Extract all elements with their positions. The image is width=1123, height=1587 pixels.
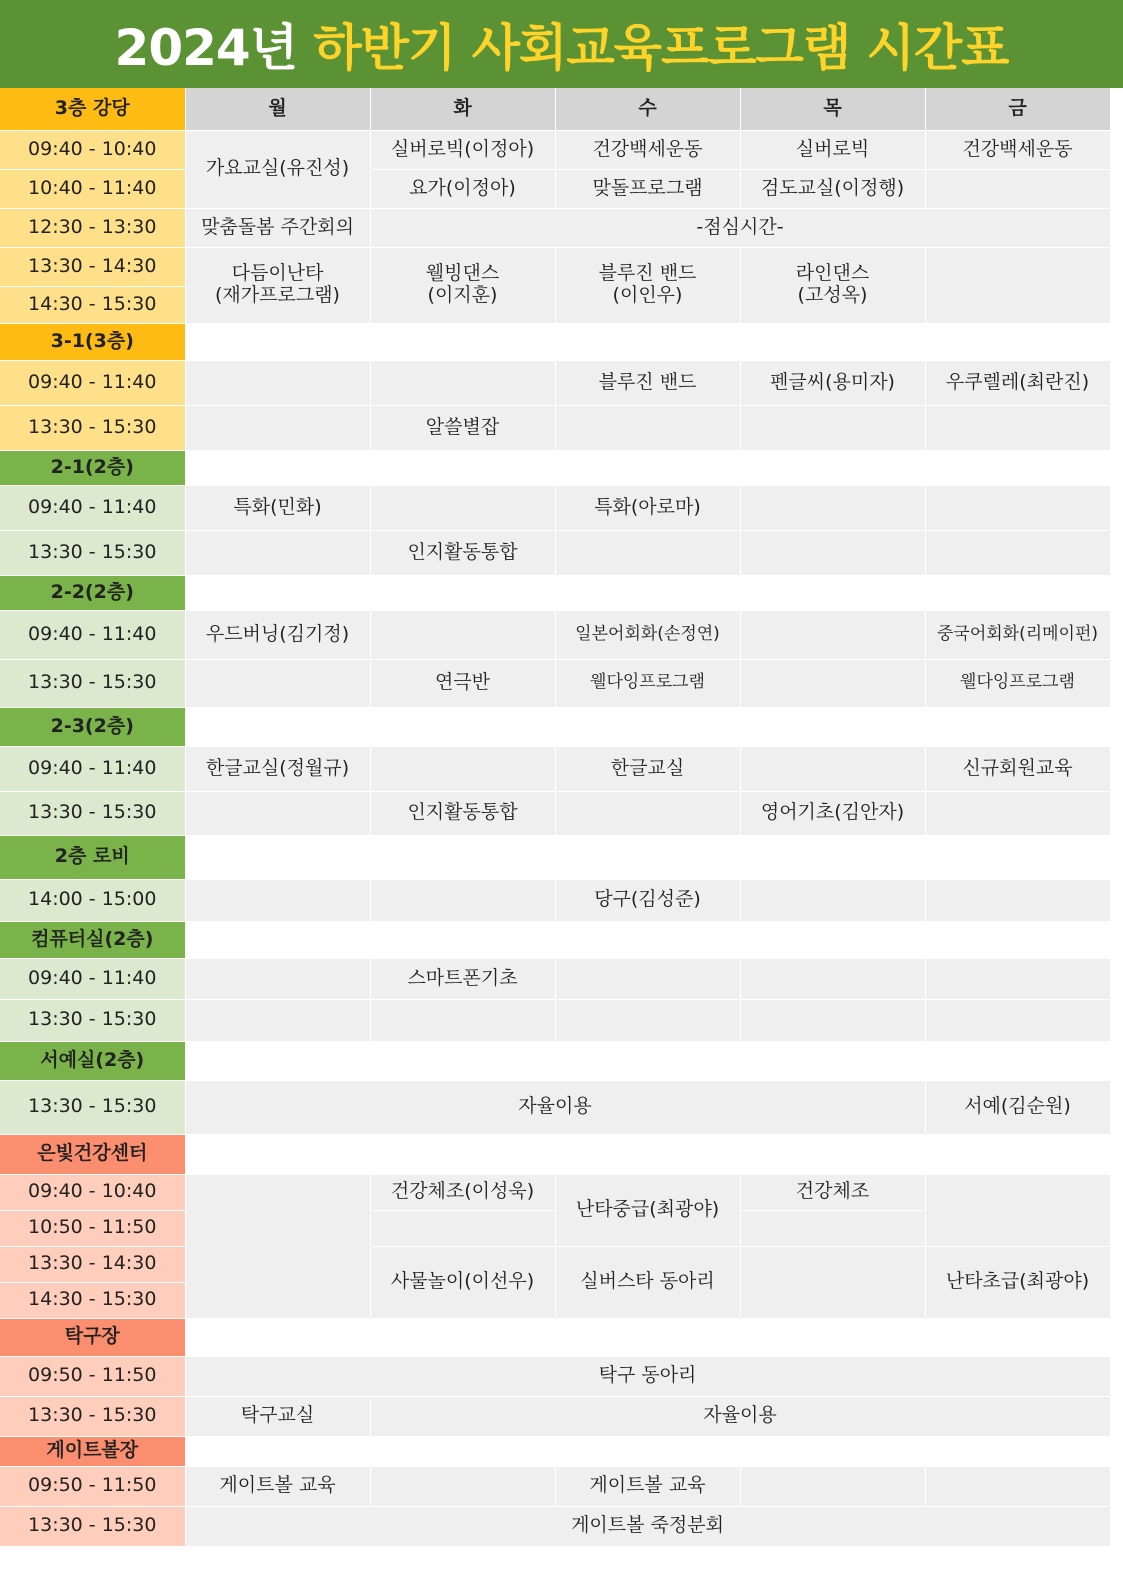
program-cell: 난타중급(최광야) <box>555 1174 740 1246</box>
program-cell: 탁구교실 <box>185 1396 370 1436</box>
section-label: 탁구장 <box>0 1318 185 1356</box>
program-cell: 건강백세운동 <box>925 130 1110 169</box>
section-spacer <box>185 323 1110 360</box>
program-cell: 건강백세운동 <box>555 130 740 169</box>
table-row <box>0 1396 1110 1436</box>
time-cell: 14:30 - 15:30 <box>0 286 185 323</box>
section-row <box>0 835 1110 879</box>
program-cell: 웰다잉프로그램 <box>925 659 1110 707</box>
empty-cell <box>925 530 1110 575</box>
section-row <box>0 707 1110 746</box>
program-cell: 연극반 <box>370 659 555 707</box>
page-title <box>115 8 1009 80</box>
section-spacer <box>185 707 1110 746</box>
time-cell: 09:50 - 11:50 <box>0 1356 185 1396</box>
table-row <box>0 130 1110 169</box>
section-row <box>0 575 1110 610</box>
section-row <box>0 1041 1110 1080</box>
program-cell: 실버로빅(이정아) <box>370 130 555 169</box>
empty-cell <box>740 610 925 659</box>
table-row <box>0 247 1110 286</box>
program-cell: 영어기초(김안자) <box>740 791 925 835</box>
empty-cell <box>740 405 925 450</box>
section-label: 2-3(2층) <box>0 707 185 746</box>
lunch-cell: -점심시간- <box>370 208 1110 247</box>
empty-cell <box>925 1466 1110 1506</box>
program-cell: 맞돌프로그램 <box>555 169 740 208</box>
program-cell: 인지활동통합 <box>370 530 555 575</box>
program-cell: 신규회원교육 <box>925 746 1110 791</box>
program-cell: 난타초급(최광야) <box>925 1246 1110 1318</box>
header-row <box>0 88 1110 130</box>
section-label: 컴퓨터실(2층) <box>0 921 185 958</box>
empty-cell <box>185 791 370 835</box>
empty-cell <box>185 999 370 1041</box>
time-cell: 09:40 - 11:40 <box>0 746 185 791</box>
section-label: 2층 로비 <box>0 835 185 879</box>
table-row <box>0 1246 1110 1282</box>
empty-cell <box>925 999 1110 1041</box>
empty-cell <box>740 746 925 791</box>
table-row <box>0 1466 1110 1506</box>
program-cell: 검도교실(이정행) <box>740 169 925 208</box>
program-cell: 사물놀이(이선우) <box>370 1246 555 1318</box>
empty-cell <box>185 659 370 707</box>
table-row <box>0 746 1110 791</box>
time-cell: 10:40 - 11:40 <box>0 169 185 208</box>
section-spacer <box>185 450 1110 485</box>
program-cell: 특화(민화) <box>185 485 370 530</box>
day-header: 수 <box>555 88 740 130</box>
empty-cell <box>740 999 925 1041</box>
program-cell: 한글교실(정월규) <box>185 746 370 791</box>
program-cell: 서예(김순원) <box>925 1080 1110 1134</box>
title-main: 하반기 사회교육프로그램 시간표 <box>313 19 1009 77</box>
program-cell: 블루진 밴드 <box>555 360 740 405</box>
empty-cell <box>370 999 555 1041</box>
empty-cell <box>185 405 370 450</box>
time-cell: 14:30 - 15:30 <box>0 1282 185 1318</box>
title-banner <box>0 0 1123 88</box>
table-row <box>0 879 1110 921</box>
program-cell: 건강체조(이성욱) <box>370 1174 555 1210</box>
empty-cell <box>925 1174 1110 1246</box>
section-row <box>0 1134 1110 1174</box>
section-spacer <box>185 835 1110 879</box>
program-cell: 일본어회화(손정연) <box>555 610 740 659</box>
section-spacer <box>185 1318 1110 1356</box>
empty-cell <box>740 485 925 530</box>
section-label: 은빛건강센터 <box>0 1134 185 1174</box>
schedule-table <box>0 88 1111 1547</box>
table-row <box>0 999 1110 1041</box>
empty-cell <box>370 746 555 791</box>
program-cell: 게이트볼 교육 <box>555 1466 740 1506</box>
program-cell: 특화(아로마) <box>555 485 740 530</box>
empty-cell <box>370 610 555 659</box>
empty-cell <box>185 530 370 575</box>
table-row <box>0 360 1110 405</box>
section-spacer <box>185 1436 1110 1466</box>
program-cell: 자율이용 <box>185 1080 925 1134</box>
section-row <box>0 921 1110 958</box>
program-cell: 우쿠렐레(최란진) <box>925 360 1110 405</box>
empty-cell <box>370 1466 555 1506</box>
table-row <box>0 208 1110 247</box>
empty-cell <box>925 791 1110 835</box>
section-label: 게이트볼장 <box>0 1436 185 1466</box>
time-cell: 10:50 - 11:50 <box>0 1210 185 1246</box>
table-row <box>0 1174 1110 1210</box>
time-cell: 13:30 - 15:30 <box>0 530 185 575</box>
empty-cell <box>925 485 1110 530</box>
program-cell: 게이트볼 죽정분회 <box>185 1506 1110 1546</box>
program-cell: 게이트볼 교육 <box>185 1466 370 1506</box>
program-cell: 탁구 동아리 <box>185 1356 1110 1396</box>
section-spacer <box>185 575 1110 610</box>
program-cell: 우드버닝(김기정) <box>185 610 370 659</box>
program-cell: 웰빙댄스 (이지훈) <box>370 247 555 323</box>
empty-cell <box>740 958 925 999</box>
empty-cell <box>185 1174 370 1318</box>
section-spacer <box>185 1134 1110 1174</box>
program-cell: 라인댄스 (고성옥) <box>740 247 925 323</box>
program-cell: 알쓸별잡 <box>370 405 555 450</box>
time-cell: 12:30 - 13:30 <box>0 208 185 247</box>
section-spacer <box>185 921 1110 958</box>
empty-cell <box>740 1210 925 1246</box>
program-cell: 실버로빅 <box>740 130 925 169</box>
section-row <box>0 323 1110 360</box>
time-cell: 13:30 - 15:30 <box>0 1506 185 1546</box>
section-row <box>0 1436 1110 1466</box>
time-cell: 13:30 - 15:30 <box>0 999 185 1041</box>
empty-cell <box>555 791 740 835</box>
table-row <box>0 610 1110 659</box>
table-row <box>0 1080 1110 1134</box>
program-cell: 자율이용 <box>370 1396 1110 1436</box>
time-cell: 14:00 - 15:00 <box>0 879 185 921</box>
section-row <box>0 1318 1110 1356</box>
time-cell: 09:40 - 11:40 <box>0 485 185 530</box>
empty-cell <box>740 659 925 707</box>
section-label: 서예실(2층) <box>0 1041 185 1080</box>
time-cell: 13:30 - 15:30 <box>0 1080 185 1134</box>
time-cell: 13:30 - 15:30 <box>0 791 185 835</box>
table-row <box>0 530 1110 575</box>
empty-cell <box>740 1246 925 1318</box>
program-cell: 블루진 밴드 (이인우) <box>555 247 740 323</box>
section-label: 3층 강당 <box>0 88 185 130</box>
empty-cell <box>740 530 925 575</box>
program-cell: 건강체조 <box>740 1174 925 1210</box>
empty-cell <box>555 958 740 999</box>
empty-cell <box>925 405 1110 450</box>
empty-cell <box>925 958 1110 999</box>
table-row <box>0 1506 1110 1546</box>
empty-cell <box>555 999 740 1041</box>
program-cell: 가요교실(유진성) <box>185 130 370 208</box>
empty-cell <box>185 958 370 999</box>
program-cell: 스마트폰기초 <box>370 958 555 999</box>
program-cell: 중국어회화(리메이펀) <box>925 610 1110 659</box>
day-header: 화 <box>370 88 555 130</box>
empty-cell <box>370 360 555 405</box>
day-header: 목 <box>740 88 925 130</box>
program-cell: 펜글씨(용미자) <box>740 360 925 405</box>
program-cell: 한글교실 <box>555 746 740 791</box>
program-cell: 당구(김성준) <box>555 879 740 921</box>
section-spacer <box>185 1041 1110 1080</box>
program-cell: 요가(이정아) <box>370 169 555 208</box>
empty-cell <box>555 405 740 450</box>
time-cell: 13:30 - 15:30 <box>0 405 185 450</box>
day-header: 금 <box>925 88 1110 130</box>
title-year: 2024년 <box>114 19 298 77</box>
empty-cell <box>925 879 1110 921</box>
table-row <box>0 659 1110 707</box>
table-row <box>0 791 1110 835</box>
table-row <box>0 169 1110 208</box>
section-label: 2-2(2층) <box>0 575 185 610</box>
time-cell: 09:40 - 10:40 <box>0 1174 185 1210</box>
time-cell: 13:30 - 14:30 <box>0 247 185 286</box>
empty-cell <box>185 360 370 405</box>
time-cell: 13:30 - 15:30 <box>0 659 185 707</box>
program-cell: 인지활동통합 <box>370 791 555 835</box>
empty-cell <box>925 169 1110 208</box>
empty-cell <box>740 1466 925 1506</box>
table-row <box>0 958 1110 999</box>
day-header: 월 <box>185 88 370 130</box>
program-cell: 맞춤돌봄 주간회의 <box>185 208 370 247</box>
empty-cell <box>555 530 740 575</box>
section-label: 2-1(2층) <box>0 450 185 485</box>
program-cell: 웰다잉프로그램 <box>555 659 740 707</box>
section-label: 3-1(3층) <box>0 323 185 360</box>
table-row <box>0 405 1110 450</box>
program-cell: 다듬이난타 (재가프로그램) <box>185 247 370 323</box>
empty-cell <box>925 247 1110 323</box>
table-row <box>0 1356 1110 1396</box>
time-cell: 09:50 - 11:50 <box>0 1466 185 1506</box>
time-cell: 09:40 - 11:40 <box>0 360 185 405</box>
table-row <box>0 485 1110 530</box>
time-cell: 13:30 - 14:30 <box>0 1246 185 1282</box>
empty-cell <box>185 879 370 921</box>
program-cell: 실버스타 동아리 <box>555 1246 740 1318</box>
time-cell: 09:40 - 11:40 <box>0 958 185 999</box>
empty-cell <box>370 1210 555 1246</box>
section-row <box>0 450 1110 485</box>
empty-cell <box>370 879 555 921</box>
time-cell: 09:40 - 10:40 <box>0 130 185 169</box>
empty-cell <box>740 879 925 921</box>
time-cell: 13:30 - 15:30 <box>0 1396 185 1436</box>
time-cell: 09:40 - 11:40 <box>0 610 185 659</box>
empty-cell <box>370 485 555 530</box>
